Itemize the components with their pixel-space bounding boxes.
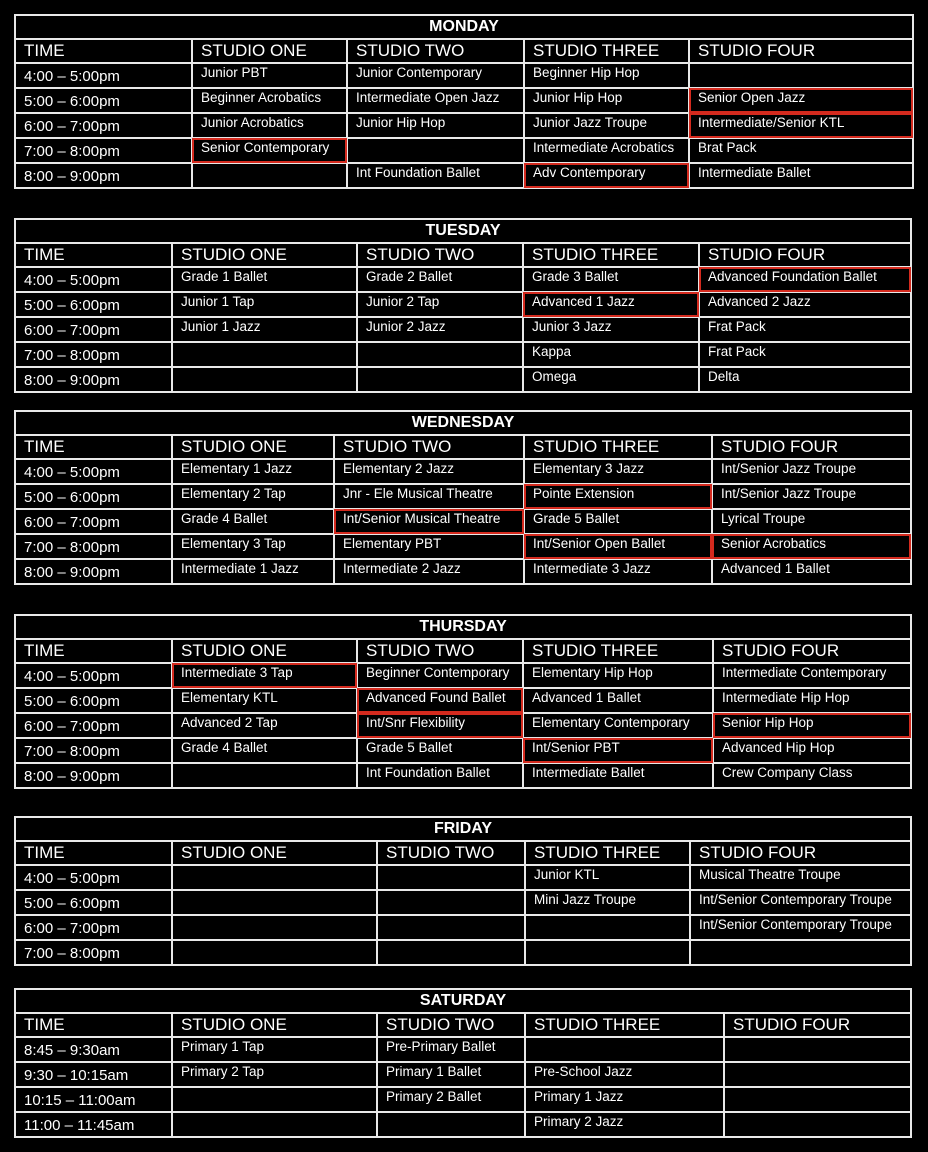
class-cell xyxy=(525,940,690,965)
time-slot: 4:00 – 5:00pm xyxy=(15,663,172,688)
column-header: STUDIO THREE xyxy=(525,1013,724,1037)
class-cell: Frat Pack xyxy=(699,317,911,342)
table-row xyxy=(15,292,911,317)
class-cell: Beginner Hip Hop xyxy=(524,63,689,88)
table-row xyxy=(15,1087,911,1112)
class-cell: Elementary KTL xyxy=(172,688,357,713)
class-cell-highlighted: Intermediate 3 Tap xyxy=(172,663,357,688)
time-slot: 4:00 – 5:00pm xyxy=(15,865,172,890)
class-cell-highlighted: Senior Hip Hop xyxy=(713,713,911,738)
class-cell: Primary 2 Ballet xyxy=(377,1087,525,1112)
column-header: STUDIO THREE xyxy=(524,435,712,459)
class-cell: Junior Acrobatics xyxy=(192,113,347,138)
class-cell: Intermediate Ballet xyxy=(523,763,713,788)
column-header: STUDIO TWO xyxy=(377,841,525,865)
class-cell xyxy=(377,1112,525,1137)
table-row xyxy=(15,509,911,534)
class-cell: Grade 2 Ballet xyxy=(357,267,523,292)
class-cell: Primary 1 Ballet xyxy=(377,1062,525,1087)
day-title: TUESDAY xyxy=(15,219,911,243)
class-cell: Advanced 2 Jazz xyxy=(699,292,911,317)
day-title: WEDNESDAY xyxy=(15,411,911,435)
time-slot: 7:00 – 8:00pm xyxy=(15,138,192,163)
class-cell: Crew Company Class xyxy=(713,763,911,788)
class-cell: Beginner Acrobatics xyxy=(192,88,347,113)
table-row xyxy=(15,138,913,163)
time-slot: 10:15 – 11:00am xyxy=(15,1087,172,1112)
class-cell xyxy=(347,138,524,163)
time-slot: 6:00 – 7:00pm xyxy=(15,317,172,342)
class-cell: Intermediate 2 Jazz xyxy=(334,559,524,584)
class-cell: Elementary PBT xyxy=(334,534,524,559)
class-cell: Elementary 3 Tap xyxy=(172,534,334,559)
class-cell xyxy=(377,865,525,890)
class-cell: Mini Jazz Troupe xyxy=(525,890,690,915)
class-cell: Advanced Hip Hop xyxy=(713,738,911,763)
class-cell xyxy=(724,1112,911,1137)
table-row xyxy=(15,317,911,342)
class-cell: Primary 1 Jazz xyxy=(525,1087,724,1112)
class-cell xyxy=(377,940,525,965)
schedule-table-saturday xyxy=(14,988,912,1138)
class-cell xyxy=(172,915,377,940)
class-cell: Primary 2 Tap xyxy=(172,1062,377,1087)
time-slot: 5:00 – 6:00pm xyxy=(15,88,192,113)
time-slot: 5:00 – 6:00pm xyxy=(15,688,172,713)
column-header: STUDIO THREE xyxy=(524,39,689,63)
class-cell xyxy=(172,890,377,915)
class-cell xyxy=(377,890,525,915)
table-row xyxy=(15,459,911,484)
column-header: TIME xyxy=(15,39,192,63)
class-cell: Primary 1 Tap xyxy=(172,1037,377,1062)
class-cell: Omega xyxy=(523,367,699,392)
class-cell: Elementary 1 Jazz xyxy=(172,459,334,484)
class-cell: Advanced 1 Ballet xyxy=(712,559,911,584)
class-cell: Grade 3 Ballet xyxy=(523,267,699,292)
column-header: STUDIO THREE xyxy=(525,841,690,865)
class-cell: Int Foundation Ballet xyxy=(347,163,524,188)
column-header: STUDIO TWO xyxy=(347,39,524,63)
class-cell: Grade 4 Ballet xyxy=(172,509,334,534)
schedule-table-wednesday xyxy=(14,410,912,585)
column-header: STUDIO FOUR xyxy=(689,39,913,63)
class-cell-highlighted: Advanced Foundation Ballet xyxy=(699,267,911,292)
table-row xyxy=(15,713,911,738)
class-cell: Advanced 2 Tap xyxy=(172,713,357,738)
table-row xyxy=(15,267,911,292)
class-cell: Elementary Hip Hop xyxy=(523,663,713,688)
time-slot: 5:00 – 6:00pm xyxy=(15,292,172,317)
class-cell: Grade 5 Ballet xyxy=(357,738,523,763)
time-slot: 8:45 – 9:30am xyxy=(15,1037,172,1062)
schedule-table-tuesday xyxy=(14,218,912,393)
time-slot: 6:00 – 7:00pm xyxy=(15,713,172,738)
class-cell: Int/Senior Contemporary Troupe xyxy=(690,890,911,915)
class-cell: Intermediate 1 Jazz xyxy=(172,559,334,584)
class-cell: Grade 4 Ballet xyxy=(172,738,357,763)
table-row xyxy=(15,738,911,763)
column-header: STUDIO ONE xyxy=(172,243,357,267)
class-cell xyxy=(377,915,525,940)
table-row xyxy=(15,367,911,392)
class-cell: Elementary 3 Jazz xyxy=(524,459,712,484)
column-header: STUDIO FOUR xyxy=(690,841,911,865)
class-cell: Musical Theatre Troupe xyxy=(690,865,911,890)
column-header: TIME xyxy=(15,841,172,865)
class-cell: Grade 1 Ballet xyxy=(172,267,357,292)
column-header: STUDIO TWO xyxy=(357,639,523,663)
class-cell: Junior 2 Jazz xyxy=(357,317,523,342)
table-row xyxy=(15,534,911,559)
time-slot: 7:00 – 8:00pm xyxy=(15,738,172,763)
table-row xyxy=(15,865,911,890)
class-cell: Int/Senior Jazz Troupe xyxy=(712,459,911,484)
column-header: STUDIO THREE xyxy=(523,243,699,267)
class-cell xyxy=(172,940,377,965)
class-cell: Int/Senior Contemporary Troupe xyxy=(690,915,911,940)
class-cell: Junior KTL xyxy=(525,865,690,890)
class-cell: Delta xyxy=(699,367,911,392)
class-cell: Intermediate Hip Hop xyxy=(713,688,911,713)
day-title: SATURDAY xyxy=(15,989,911,1013)
class-cell: Advanced 1 Ballet xyxy=(523,688,713,713)
schedule-table-friday xyxy=(14,816,912,966)
class-cell: Pre-School Jazz xyxy=(525,1062,724,1087)
time-slot: 6:00 – 7:00pm xyxy=(15,113,192,138)
table-row xyxy=(15,113,913,138)
table-row xyxy=(15,890,911,915)
class-cell: Lyrical Troupe xyxy=(712,509,911,534)
class-cell: Junior Jazz Troupe xyxy=(524,113,689,138)
time-slot: 8:00 – 9:00pm xyxy=(15,367,172,392)
class-cell: Junior Contemporary xyxy=(347,63,524,88)
table-row xyxy=(15,915,911,940)
class-cell xyxy=(172,1112,377,1137)
class-cell xyxy=(192,163,347,188)
class-cell-highlighted: Int/Snr Flexibility xyxy=(357,713,523,738)
class-cell xyxy=(525,1037,724,1062)
class-cell xyxy=(172,367,357,392)
class-cell: Junior 2 Tap xyxy=(357,292,523,317)
time-slot: 6:00 – 7:00pm xyxy=(15,509,172,534)
day-title: THURSDAY xyxy=(15,615,911,639)
class-cell: Intermediate Ballet xyxy=(689,163,913,188)
time-slot: 4:00 – 5:00pm xyxy=(15,459,172,484)
table-row xyxy=(15,940,911,965)
column-header: STUDIO FOUR xyxy=(724,1013,911,1037)
class-cell: Intermediate Open Jazz xyxy=(347,88,524,113)
class-cell: Elementary 2 Jazz xyxy=(334,459,524,484)
column-header: STUDIO THREE xyxy=(523,639,713,663)
table-row xyxy=(15,342,911,367)
class-cell xyxy=(172,865,377,890)
time-slot: 8:00 – 9:00pm xyxy=(15,559,172,584)
table-row xyxy=(15,88,913,113)
column-header: STUDIO TWO xyxy=(357,243,523,267)
schedule-table-thursday xyxy=(14,614,912,789)
column-header: STUDIO FOUR xyxy=(712,435,911,459)
column-header: STUDIO ONE xyxy=(172,1013,377,1037)
class-cell-highlighted: Advanced Found Ballet xyxy=(357,688,523,713)
column-header: TIME xyxy=(15,1013,172,1037)
column-header: TIME xyxy=(15,639,172,663)
time-slot: 8:00 – 9:00pm xyxy=(15,163,192,188)
class-cell: Int Foundation Ballet xyxy=(357,763,523,788)
time-slot: 4:00 – 5:00pm xyxy=(15,63,192,88)
time-slot: 7:00 – 8:00pm xyxy=(15,342,172,367)
table-row xyxy=(15,63,913,88)
column-header: TIME xyxy=(15,435,172,459)
class-cell: Frat Pack xyxy=(699,342,911,367)
table-row xyxy=(15,1037,911,1062)
class-cell: Elementary 2 Tap xyxy=(172,484,334,509)
column-header: STUDIO FOUR xyxy=(713,639,911,663)
class-cell xyxy=(172,1087,377,1112)
class-cell xyxy=(724,1037,911,1062)
class-cell xyxy=(724,1087,911,1112)
class-cell: Int/Senior Jazz Troupe xyxy=(712,484,911,509)
class-cell-highlighted: Intermediate/Senior KTL xyxy=(689,113,913,138)
table-row xyxy=(15,763,911,788)
table-row xyxy=(15,163,913,188)
class-cell: Junior Hip Hop xyxy=(524,88,689,113)
class-cell: Junior PBT xyxy=(192,63,347,88)
column-header: STUDIO TWO xyxy=(334,435,524,459)
column-header: TIME xyxy=(15,243,172,267)
column-header: STUDIO ONE xyxy=(172,639,357,663)
table-row xyxy=(15,1062,911,1087)
column-header: STUDIO FOUR xyxy=(699,243,911,267)
time-slot: 6:00 – 7:00pm xyxy=(15,915,172,940)
class-cell: Jnr - Ele Musical Theatre xyxy=(334,484,524,509)
column-header: STUDIO ONE xyxy=(172,841,377,865)
class-cell xyxy=(525,915,690,940)
class-cell-highlighted: Int/Senior Musical Theatre xyxy=(334,509,524,534)
schedule-table-monday xyxy=(14,14,914,189)
column-header: STUDIO TWO xyxy=(377,1013,525,1037)
time-slot: 4:00 – 5:00pm xyxy=(15,267,172,292)
class-cell: Junior 1 Tap xyxy=(172,292,357,317)
class-cell xyxy=(724,1062,911,1087)
class-cell: Beginner Contemporary xyxy=(357,663,523,688)
column-header: STUDIO ONE xyxy=(172,435,334,459)
day-title: FRIDAY xyxy=(15,817,911,841)
time-slot: 7:00 – 8:00pm xyxy=(15,940,172,965)
column-header: STUDIO ONE xyxy=(192,39,347,63)
table-row xyxy=(15,663,911,688)
class-cell: Intermediate Contemporary xyxy=(713,663,911,688)
class-cell-highlighted: Adv Contemporary xyxy=(524,163,689,188)
class-cell: Intermediate Acrobatics xyxy=(524,138,689,163)
class-cell: Junior 1 Jazz xyxy=(172,317,357,342)
time-slot: 9:30 – 10:15am xyxy=(15,1062,172,1087)
class-cell xyxy=(690,940,911,965)
class-cell xyxy=(357,342,523,367)
day-title: MONDAY xyxy=(15,15,913,39)
class-cell xyxy=(689,63,913,88)
table-row xyxy=(15,484,911,509)
class-cell-highlighted: Senior Contemporary xyxy=(192,138,347,163)
time-slot: 8:00 – 9:00pm xyxy=(15,763,172,788)
class-cell: Intermediate 3 Jazz xyxy=(524,559,712,584)
class-cell xyxy=(172,342,357,367)
class-cell-highlighted: Int/Senior PBT xyxy=(523,738,713,763)
class-cell-highlighted: Senior Open Jazz xyxy=(689,88,913,113)
class-cell: Brat Pack xyxy=(689,138,913,163)
class-cell-highlighted: Pointe Extension xyxy=(524,484,712,509)
class-cell-highlighted: Senior Acrobatics xyxy=(712,534,911,559)
class-cell: Elementary Contemporary xyxy=(523,713,713,738)
class-cell-highlighted: Advanced 1 Jazz xyxy=(523,292,699,317)
class-cell: Pre-Primary Ballet xyxy=(377,1037,525,1062)
table-row xyxy=(15,1112,911,1137)
table-row xyxy=(15,688,911,713)
class-cell: Grade 5 Ballet xyxy=(524,509,712,534)
class-cell-highlighted: Int/Senior Open Ballet xyxy=(524,534,712,559)
time-slot: 5:00 – 6:00pm xyxy=(15,484,172,509)
table-row xyxy=(15,559,911,584)
time-slot: 7:00 – 8:00pm xyxy=(15,534,172,559)
class-cell: Junior 3 Jazz xyxy=(523,317,699,342)
class-cell xyxy=(357,367,523,392)
class-cell: Junior Hip Hop xyxy=(347,113,524,138)
class-cell: Kappa xyxy=(523,342,699,367)
class-cell xyxy=(172,763,357,788)
time-slot: 5:00 – 6:00pm xyxy=(15,890,172,915)
class-cell: Primary 2 Jazz xyxy=(525,1112,724,1137)
time-slot: 11:00 – 11:45am xyxy=(15,1112,172,1137)
